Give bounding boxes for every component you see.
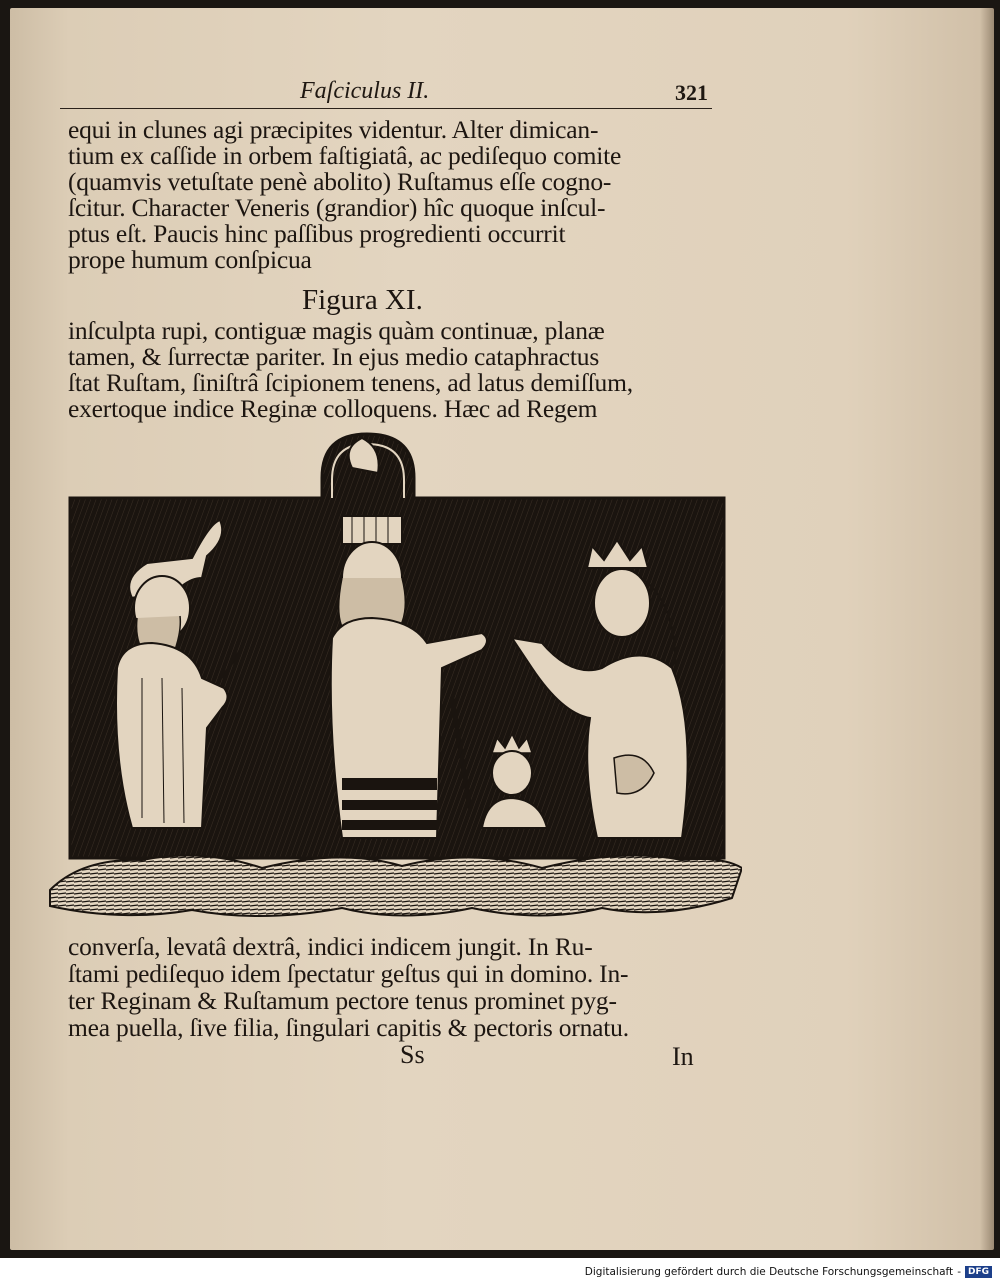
woodcut-illustration xyxy=(42,428,742,928)
text-line: ptus eſt. Paucis hinc paſſibus progredienti occurrit xyxy=(68,219,566,248)
dfg-logo-icon: DFG xyxy=(965,1266,992,1278)
signature-mark: Ss xyxy=(400,1040,425,1069)
running-head-title: Faſciculus II. xyxy=(300,78,430,104)
text-line: mea puella, ſive filia, ſingulari capitis & pectoris ornatu. xyxy=(68,1013,629,1042)
text-line: ſcitur. Character Veneris (grandior) hîc quoque inſcul- xyxy=(68,193,606,222)
book-page xyxy=(10,8,994,1250)
text-line: (quamvis vetuſtate penè abolito) Ruſtamus eſſe cogno- xyxy=(68,167,612,196)
running-head xyxy=(60,78,712,109)
text-line: equi in clunes agi præcipites videntur. Alter dimican- xyxy=(68,115,599,144)
text-line: exertoque indice Reginæ colloquens. Hæc ad Regem xyxy=(68,394,598,423)
catchword: In xyxy=(672,1042,694,1071)
digitization-footer xyxy=(585,1266,992,1278)
text-line: tamen, & ſurrectæ pariter. In ejus medio cataphractus xyxy=(68,342,600,371)
footer-separator: - xyxy=(957,1266,961,1278)
text-line: inſculpta rupi, contiguæ magis quàm continuæ, planæ xyxy=(68,316,605,345)
text-line: converſa, levatâ dextrâ, indici indicem jungit. In Ru- xyxy=(68,932,593,961)
text-line: tium ex caſſide in orbem faſtigiatâ, ac pediſequo comite xyxy=(68,141,622,170)
rocky-ground xyxy=(50,856,742,917)
figure-heading: Figura XI. xyxy=(302,284,423,316)
footer-text: Digitalisierung gefördert durch die Deutsche Forschungsgemeinschaft xyxy=(584,1266,954,1278)
text-line: ter Reginam & Ruſtamum pectore tenus prominet pyg- xyxy=(68,986,617,1015)
text-line: prope humum conſpicua xyxy=(68,245,312,274)
page-number: 321 xyxy=(675,80,708,105)
text-line: ſtat Ruſtam, ſiniſtrâ ſcipionem tenens, ad latus demiſſum, xyxy=(68,368,633,397)
text-line: ſtami pediſequo idem ſpectatur geſtus qui in domino. In- xyxy=(68,959,629,988)
